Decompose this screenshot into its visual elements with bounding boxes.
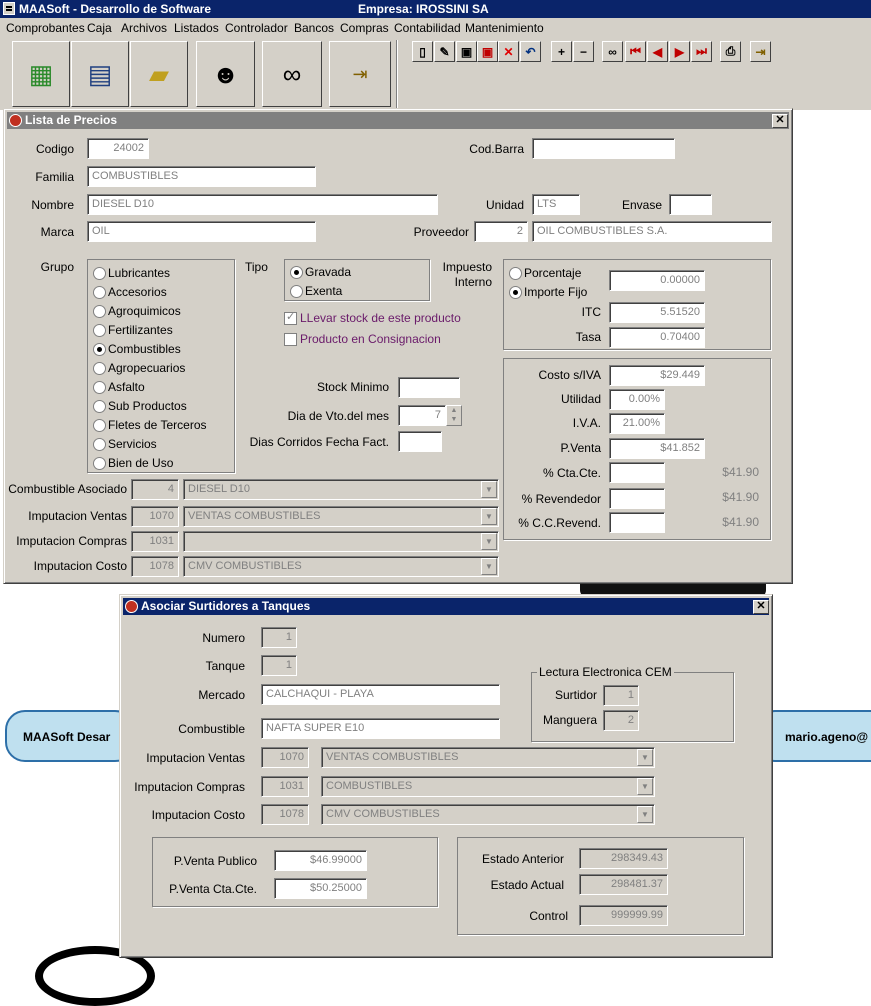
- combasoc-value: DIESEL D10: [188, 483, 250, 495]
- unidad-field[interactable]: LTS: [532, 194, 580, 215]
- mercado-field[interactable]: CALCHAQUI - PLAYA: [261, 684, 500, 705]
- save-red-icon: ▣: [481, 44, 494, 59]
- minus-icon: −: [579, 44, 587, 59]
- surtidor-field[interactable]: 1: [603, 685, 639, 706]
- utilidad-label: Utilidad: [560, 392, 601, 406]
- costos-group: [503, 358, 771, 540]
- s-impcompras-id-field[interactable]: 1031: [261, 776, 309, 797]
- s-impcompras-label: Imputacion Compras: [134, 780, 245, 794]
- tasa-label: Tasa: [575, 330, 601, 344]
- folder-button[interactable]: [130, 41, 188, 107]
- impcosto-value: CMV COMBUSTIBLES: [188, 560, 302, 572]
- app-title: MAASoft - Desarrollo de Software: [19, 2, 212, 16]
- grupo-label: Grupo: [40, 260, 74, 274]
- app-titlebar: [0, 0, 871, 18]
- menu-contabilidad[interactable]: Contabilidad: [394, 21, 461, 35]
- grupo-combustibles-radio[interactable]: Combustibles: [93, 342, 181, 356]
- estant-label: Estado Anterior: [481, 852, 564, 866]
- grupo-agropecuarios-radio[interactable]: Agropecuarios: [93, 361, 185, 375]
- nombre-label: Nombre: [31, 198, 74, 212]
- folder-icon: ▰: [149, 58, 169, 89]
- diascorr-label: Dias Corridos Fecha Fact.: [249, 435, 389, 449]
- iva-field[interactable]: 21.00%: [609, 413, 665, 434]
- lista-title: Lista de Precios: [25, 113, 118, 127]
- form-icon: [125, 600, 138, 613]
- bg-banner-right-text: mario.ageno@: [785, 730, 869, 744]
- prev-record-icon: ◀: [652, 44, 663, 59]
- s-impventas-label: Imputacion Ventas: [146, 751, 245, 765]
- surtidores-window: [119, 594, 773, 958]
- surtidores-titlebar: [123, 598, 769, 615]
- new-doc-icon: ▯: [419, 44, 426, 59]
- diavto-label: Dia de Vto.del mes: [287, 409, 389, 423]
- proveedor-id-field[interactable]: 2: [474, 221, 528, 242]
- tasa-field[interactable]: 0.70400: [609, 327, 705, 348]
- tipo-label: Tipo: [245, 260, 268, 274]
- form-icon: [9, 114, 22, 127]
- ctacte-field[interactable]: [609, 462, 665, 483]
- menu-archivos[interactable]: Archivos: [121, 21, 168, 35]
- codigo-label: Codigo: [35, 142, 74, 156]
- s-impventas-value: VENTAS COMBUSTIBLES: [326, 751, 459, 763]
- impuesto-value-field[interactable]: 0.00000: [609, 270, 705, 291]
- s-impcosto-label: Imputacion Costo: [151, 808, 245, 822]
- tipo-gravada-radio[interactable]: Gravada: [290, 265, 351, 279]
- cem-title: Lectura Electronica CEM: [539, 665, 672, 679]
- plus-icon: +: [557, 44, 565, 59]
- tipo-group: [284, 259, 430, 301]
- impcompras-id-field[interactable]: 1031: [131, 531, 179, 552]
- menu-compras[interactable]: Compras: [340, 21, 389, 35]
- combasoc-combo[interactable]: [183, 479, 499, 500]
- menu-controlador[interactable]: Controlador: [225, 21, 288, 35]
- tipo-exenta-radio[interactable]: Exenta: [290, 284, 342, 298]
- estact-label: Estado Actual: [490, 878, 564, 892]
- impventas-combo[interactable]: [183, 506, 499, 527]
- lista-titlebar: [7, 112, 789, 129]
- ccrevend-field[interactable]: [609, 512, 665, 533]
- numero-label: Numero: [202, 631, 245, 645]
- exit-small-icon: ⇥: [755, 44, 766, 59]
- utilidad-field[interactable]: 0.00%: [609, 389, 665, 410]
- impcompras-label: Imputacion Compras: [16, 534, 127, 548]
- s-impventas-combo[interactable]: [321, 747, 655, 768]
- menu-bancos[interactable]: Bancos: [294, 21, 335, 35]
- calculator-button[interactable]: [71, 41, 129, 107]
- grupo-asfalto-radio[interactable]: Asfalto: [93, 380, 145, 394]
- grupo-group: [87, 259, 235, 473]
- bg-banner-left: [5, 710, 135, 762]
- codbarra-label: Cod.Barra: [469, 142, 524, 156]
- grupo-lubricantes-radio[interactable]: Lubricantes: [93, 266, 170, 280]
- money-icon: ▦: [28, 58, 54, 89]
- revend-field[interactable]: [609, 488, 665, 509]
- estant-field[interactable]: 298349.43: [579, 848, 668, 869]
- envase-label: Envase: [621, 198, 662, 212]
- interno-label: Interno: [454, 275, 492, 289]
- money-button[interactable]: [12, 41, 70, 107]
- binoculars-button[interactable]: [262, 41, 322, 107]
- stockmin-label: Stock Minimo: [316, 380, 389, 394]
- grupo-servicios-radio[interactable]: Servicios: [93, 437, 157, 451]
- tanque-field[interactable]: 1: [261, 655, 297, 676]
- grupo-fletes-radio[interactable]: Fletes de Terceros: [93, 418, 207, 432]
- envase-field[interactable]: [669, 194, 712, 215]
- app-icon: [3, 2, 15, 15]
- delete-button[interactable]: [498, 41, 519, 62]
- grupo-fertilizantes-radio[interactable]: Fertilizantes: [93, 323, 173, 337]
- exit-button[interactable]: [329, 41, 391, 107]
- chevron-down-icon[interactable]: ▼: [637, 749, 653, 766]
- impventas-id-field[interactable]: 1070: [131, 506, 179, 527]
- chevron-down-icon[interactable]: ▼: [481, 558, 497, 575]
- bg-banner-left-text: MAASoft Desar: [23, 730, 111, 744]
- empresa-label: Empresa: IROSSINI SA: [358, 2, 489, 16]
- itc-label: ITC: [581, 305, 601, 319]
- lista-precios-window: [3, 108, 793, 584]
- printer-icon: ⎙: [725, 44, 736, 58]
- pventa-group: [152, 837, 438, 907]
- proveedor-label: Proveedor: [413, 225, 469, 239]
- edit-button[interactable]: [434, 41, 455, 62]
- delete-x-icon: ✕: [503, 44, 514, 59]
- save-button[interactable]: [456, 41, 477, 62]
- iva-label: I.V.A.: [572, 416, 601, 430]
- grupo-accesorios-radio[interactable]: Accesorios: [93, 285, 167, 299]
- unidad-label: Unidad: [485, 198, 524, 212]
- undo-icon: ↶: [525, 44, 536, 59]
- menu-caja[interactable]: Caja: [87, 21, 112, 35]
- s-impventas-id-field[interactable]: 1070: [261, 747, 309, 768]
- diascorr-field[interactable]: [398, 431, 442, 452]
- grupo-subproductos-radio[interactable]: Sub Productos: [93, 399, 187, 413]
- ctacte-price: $41.90: [722, 465, 759, 479]
- impventas-value: VENTAS COMBUSTIBLES: [188, 510, 321, 522]
- diavto-field[interactable]: 7: [398, 405, 446, 426]
- impcosto-combo[interactable]: [183, 556, 499, 577]
- prev-button[interactable]: [647, 41, 668, 62]
- tanque-label: Tanque: [205, 659, 245, 673]
- revend-price: $41.90: [722, 490, 759, 504]
- stockmin-field[interactable]: [398, 377, 460, 398]
- close-icon[interactable]: ✕: [753, 600, 769, 614]
- chevron-down-icon[interactable]: ▼: [481, 481, 497, 498]
- stock-checkbox[interactable]: LLevar stock de este producto ✓: [284, 311, 461, 325]
- user-button[interactable]: [196, 41, 255, 107]
- user-icon: ☻: [211, 58, 240, 89]
- revend-label: % Revendedor: [521, 492, 601, 506]
- ccrevend-price: $41.90: [722, 515, 759, 529]
- s-impcosto-combo[interactable]: [321, 804, 655, 825]
- pvcta-label: P.Venta Cta.Cte.: [169, 882, 257, 896]
- remove-button[interactable]: [573, 41, 594, 62]
- familia-field[interactable]: COMBUSTIBLES: [87, 166, 316, 187]
- itc-field[interactable]: 5.51520: [609, 302, 705, 323]
- chevron-down-icon[interactable]: ▼: [637, 806, 653, 823]
- proveedor-name-field[interactable]: OIL COMBUSTIBLES S.A.: [532, 221, 772, 242]
- s-impcompras-value: COMBUSTIBLES: [326, 780, 413, 792]
- pvcta-field[interactable]: $50.25000: [274, 878, 367, 899]
- last-record-icon: ⏭: [696, 44, 707, 58]
- grupo-agroquimicos-radio[interactable]: Agroquimicos: [93, 304, 181, 318]
- control-label: Control: [529, 909, 568, 923]
- codigo-field[interactable]: 24002: [87, 138, 149, 159]
- edit-icon: ✎: [439, 44, 450, 59]
- chevron-down-icon[interactable]: ▼: [481, 533, 497, 550]
- binoculars-icon: ∞: [282, 58, 302, 89]
- first-button[interactable]: [625, 41, 646, 62]
- toolbar-separator: [396, 40, 398, 110]
- cem-group: [531, 665, 734, 742]
- calculator-icon: ▤: [87, 58, 113, 89]
- first-record-icon: ⏮: [630, 44, 641, 58]
- manguera-field[interactable]: 2: [603, 710, 639, 731]
- binoculars-small-icon: ∞: [608, 44, 617, 59]
- costo-field[interactable]: $29.449: [609, 365, 705, 386]
- combasoc-label: Combustible Asociado: [8, 482, 127, 496]
- last-button[interactable]: [691, 41, 712, 62]
- pvpub-label: P.Venta Publico: [173, 854, 257, 868]
- pvpub-field[interactable]: $46.99000: [274, 850, 367, 871]
- toolbar: [0, 38, 871, 110]
- s-impcompras-combo[interactable]: [321, 776, 655, 797]
- print-button[interactable]: [720, 41, 741, 62]
- consignacion-checkbox[interactable]: Producto en Consignacion: [284, 332, 441, 346]
- chevron-down-icon[interactable]: ▼: [637, 778, 653, 795]
- menu-mantenimiento[interactable]: Mantenimiento: [465, 21, 544, 35]
- add-button[interactable]: [551, 41, 572, 62]
- undo-button[interactable]: [520, 41, 541, 62]
- s-impcosto-id-field[interactable]: 1078: [261, 804, 309, 825]
- familia-label: Familia: [35, 170, 74, 184]
- impcompras-combo[interactable]: [183, 531, 499, 552]
- importefijo-radio[interactable]: Importe Fijo: [509, 285, 587, 299]
- estado-group: [457, 837, 744, 935]
- control-field[interactable]: 999999.99: [579, 905, 668, 926]
- marca-field[interactable]: OIL: [87, 221, 316, 242]
- menu-bar: [0, 18, 871, 38]
- close-icon[interactable]: ✕: [772, 114, 788, 128]
- exit-door-icon: ⇥: [352, 63, 368, 84]
- new-button[interactable]: [412, 41, 433, 62]
- combasoc-id-field[interactable]: 4: [131, 479, 179, 500]
- pventa-field[interactable]: $41.852: [609, 438, 705, 459]
- nombre-field[interactable]: DIESEL D10: [87, 194, 438, 215]
- surtidores-title: Asociar Surtidores a Tanques: [141, 599, 311, 613]
- next-button[interactable]: [669, 41, 690, 62]
- impcosto-id-field[interactable]: 1078: [131, 556, 179, 577]
- chevron-down-icon[interactable]: ▼: [481, 508, 497, 525]
- s-impcosto-value: CMV COMBUSTIBLES: [326, 808, 440, 820]
- close-form-button[interactable]: [750, 41, 771, 62]
- impventas-label: Imputacion Ventas: [28, 509, 127, 523]
- impcosto-label: Imputacion Costo: [33, 559, 127, 573]
- search-button[interactable]: [602, 41, 623, 62]
- grupo-biendeuso-radio[interactable]: Bien de Uso: [93, 456, 173, 470]
- ccrevend-label: % C.C.Revend.: [518, 516, 601, 530]
- combustible-label: Combustible: [178, 722, 245, 736]
- codbarra-field[interactable]: [532, 138, 675, 159]
- porcentaje-radio[interactable]: Porcentaje: [509, 266, 581, 280]
- combustible-field[interactable]: NAFTA SUPER E10: [261, 718, 500, 739]
- pventa-label: P.Venta: [560, 441, 601, 455]
- diavto-spinner[interactable]: ▲ ▼: [446, 405, 462, 426]
- mercado-label: Mercado: [198, 688, 245, 702]
- marca-label: Marca: [40, 225, 74, 239]
- next-record-icon: ▶: [674, 44, 685, 59]
- costo-label: Costo s/IVA: [538, 368, 601, 382]
- surtidor-label: Surtidor: [554, 688, 597, 702]
- impuesto-label: Impuesto: [442, 260, 492, 274]
- menu-comprobantes[interactable]: Comprobantes: [6, 21, 85, 35]
- numero-field[interactable]: 1: [261, 627, 297, 648]
- save-as-button[interactable]: [477, 41, 498, 62]
- menu-listados[interactable]: Listados: [174, 21, 219, 35]
- save-icon: ▣: [460, 44, 473, 59]
- impuesto-group: [503, 259, 771, 350]
- manguera-label: Manguera: [542, 713, 597, 727]
- ctacte-label: % Cta.Cte.: [542, 466, 601, 480]
- estact-field[interactable]: 298481.37: [579, 874, 668, 895]
